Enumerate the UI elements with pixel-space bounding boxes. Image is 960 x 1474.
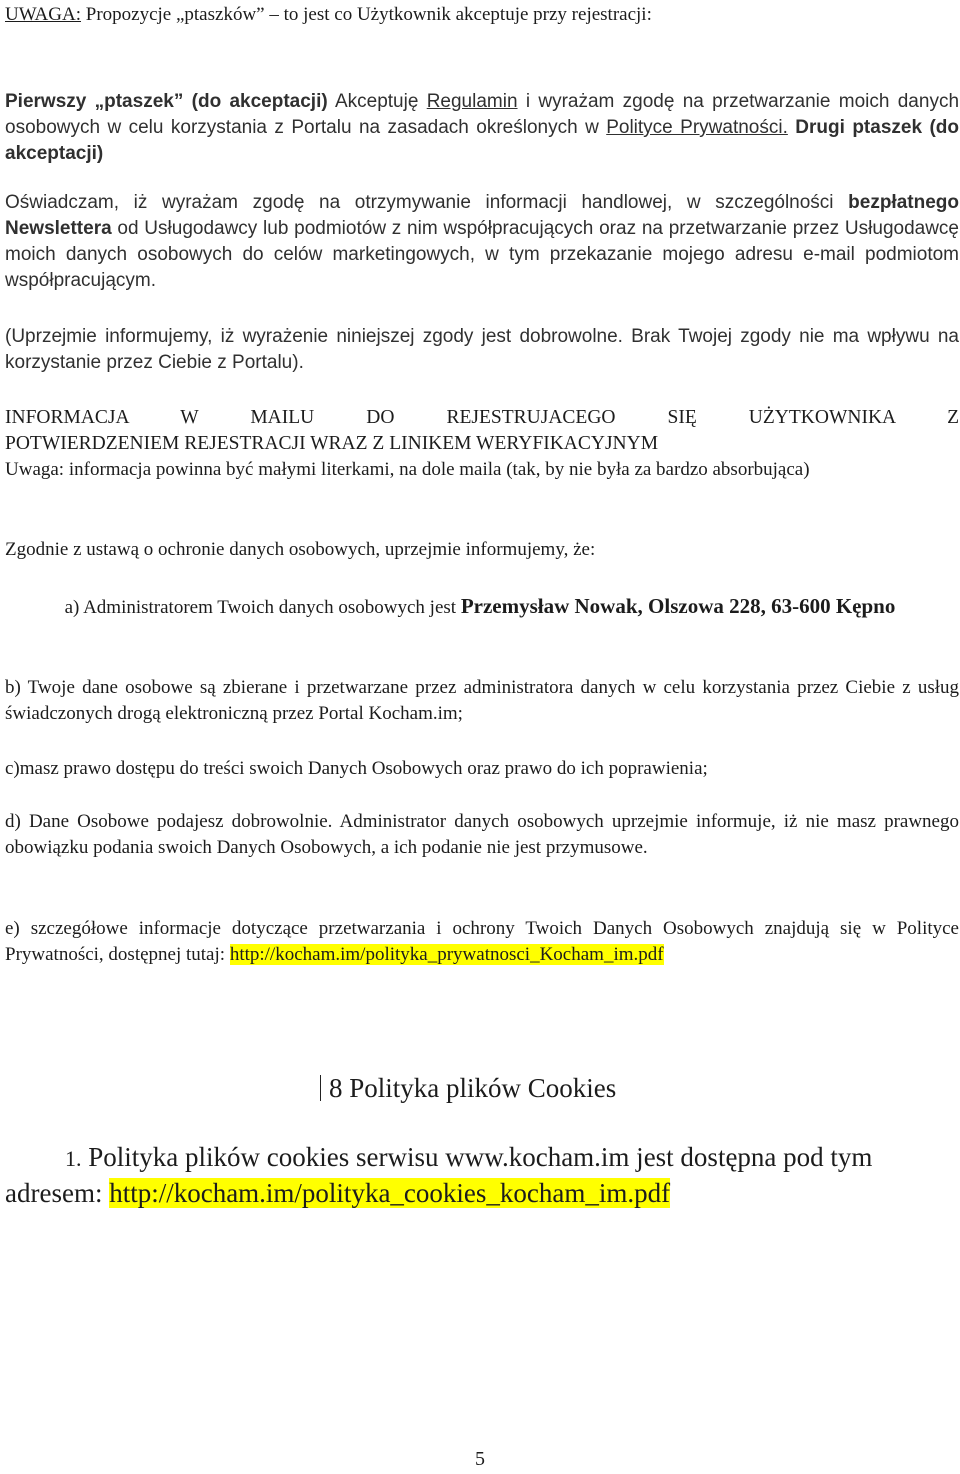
list-number: 1. [65,1146,82,1171]
polityka-prywatnosci-link[interactable]: Polityce Prywatności. [606,117,788,138]
item-b: b) Twoje dane osobowe są zbierane i przetwarzane przez administratora danych w celu korzystania przez Ciebie z usług świadczonych drogą elektroniczną przez Portal Kocham.im; [5,677,959,724]
consent-text: Oświadczam, iż wyrażam zgodę na otrzymywanie informacji handlowej, w szczególności bezpłatnego Newslettera od Usługodawcy lub podmiotów z nim współpracujących oraz na przetwarzanie przez Usługodawcę moich danych osobowych do celów marketingowych, w tym przekazanie mojego adresu e-mail podmiotom współpracującym. [5,192,959,291]
info-heading-line1: INFORMACJA W MAILU DO REJESTRUJACEGO SIĘ UŻYTKOWNIKA Z [5,407,959,428]
administrator-name: Przemysław Nowak, Olszowa 228, 63-600 Kępno [460,594,896,618]
voluntary-note: (Uprzejmie informujemy, iż wyrażenie niniejszej zgody jest dobrowolne. Brak Twojej zgody nie ma wpływu na korzystanie przez Ciebie z Portalu). [5,326,959,373]
item-c: c)masz prawo dostępu do treści swoich Danych Osobowych oraz prawo do ich poprawienia; [5,758,708,779]
item-a: a) Administratorem Twoich danych osobowych jest Przemysław Nowak, Olszowa 228, 63-600 Kępno [64,594,896,618]
page-number: 5 [475,1448,485,1470]
cookies-policy-url[interactable]: http://kocham.im/polityka_cookies_kocham_im.pdf [109,1178,671,1208]
privacy-policy-url[interactable]: http://kocham.im/polityka_prywatnosci_Kocham_im.pdf [229,944,664,965]
section-8-title: 8 Polityka plików Cookies [320,1071,616,1105]
newsletter-bold: bezpłatnego Newslettera [5,192,959,239]
regulamin-link[interactable]: Regulamin [426,91,518,112]
cookies-policy-item: 1. Polityka plików cookies serwisu www.kocham.im jest dostępna pod tym adresem: http://kocham.im/polityka_cookies_kocham_im.pdf [5,1142,873,1208]
document-header [5,2,959,28]
intro-text: Zgodnie z ustawą o ochronie danych osobowych, uprzejmie informujemy, że: [5,539,596,560]
item-e: e) szczegółowe informacje dotyczące przetwarzania i ochrony Twoich Danych Osobowych znajdują się w Polityce Prywatności, dostępnej tutaj: http://kocham.im/polityka_prywatnosci_Kocham_im.pdf [5,918,959,965]
uwaga-label: UWAGA: [5,4,81,25]
uwaga-note: Uwaga: informacja powinna być małymi literkami, na dole maila (tak, by nie była za bardzo absorbująca) [5,459,810,480]
item-d: d) Dane Osobowe podajesz dobrowolnie. Administrator danych osobowych uprzejmie informuje, iż nie masz prawnego obowiązku podania swoich Danych Osobowych, a ich podanie nie jest przymusowe. [5,811,959,858]
first-checkbox-text: Pierwszy „ptaszek” (do akceptacji) Akceptuję Regulamin i wyrażam zgodę na przetwarzanie moich danych osobowych w celu korzystania z Portalu na zasadach określonych w Polityce Prywatności. Drugi ptaszek (do akceptacji) [5,91,960,164]
info-heading-line2: POTWIERDZENIEM REJESTRACJI WRAZ Z LINIKEM WERYFIKACYJNYM [5,433,659,454]
header-text: Propozycje „ptaszków” – to jest co Użytkownik akceptuje przy rejestracji: [81,4,652,25]
second-checkbox-label: Drugi ptaszek (do akceptacji) [5,117,959,164]
first-checkbox-label: Pierwszy „ptaszek” (do akceptacji) [5,91,328,112]
